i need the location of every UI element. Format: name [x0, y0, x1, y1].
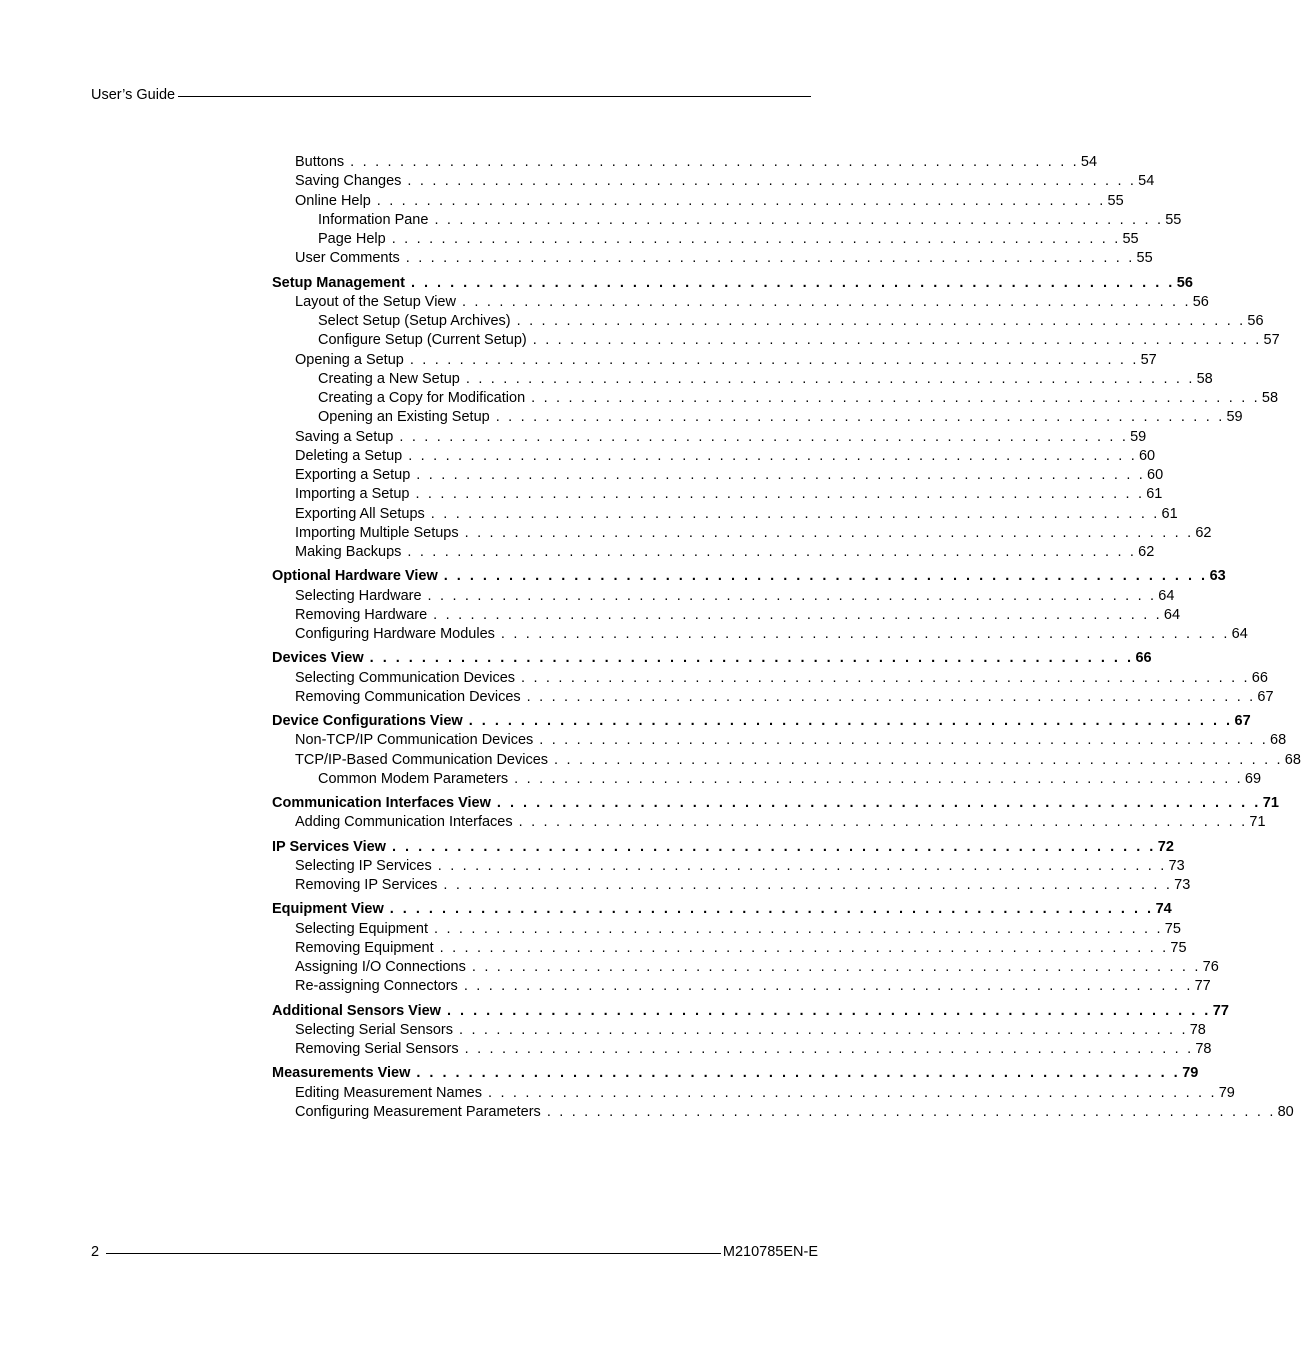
toc-entry-page: 75 — [1170, 939, 1187, 956]
footer-doc-code: M210785EN-E — [722, 1244, 818, 1260]
toc-entry-title: Exporting All Setups — [295, 505, 425, 522]
toc-entry-title: Saving a Setup — [295, 428, 394, 445]
toc-entry[interactable] — [272, 731, 1287, 750]
footer-page-number: 2 — [91, 1244, 100, 1260]
toc-chapter-entry[interactable] — [272, 712, 1251, 731]
header-rule — [178, 96, 811, 97]
toc-dot-leader: . . . . . . . . . . . . . . . . . . . . . . . . . . . . . . . . . . . . . . . . . . . . . . . . . . . . . . . . . . . — [546, 1103, 1276, 1120]
toc-entry-title: Layout of the Setup View — [295, 293, 456, 310]
toc-entry[interactable] — [272, 172, 1155, 191]
toc-entry-page: 73 — [1168, 857, 1185, 874]
toc-section — [272, 838, 1191, 896]
toc-entry[interactable] — [272, 543, 1155, 562]
toc-dot-leader: . . . . . . . . . . . . . . . . . . . . . . . . . . . . . . . . . . . . . . . . . . . . . . . . . . . . . . . . . . . — [415, 486, 1145, 503]
toc-entry[interactable] — [272, 312, 1264, 331]
toc-dot-leader: . . . . . . . . . . . . . . . . . . . . . . . . . . . . . . . . . . . . . . . . . . . . . . . . . . . . . . . . . . . — [405, 250, 1135, 267]
toc-entry-page: 67 — [1234, 713, 1251, 729]
toc-entry-page: 75 — [1164, 920, 1181, 937]
toc-entry-title: Device Configurations View — [272, 713, 463, 729]
toc-entry-title: Selecting Communication Devices — [295, 669, 516, 686]
toc-chapter-entry[interactable] — [272, 649, 1152, 668]
toc-entry-title: Communication Interfaces View — [272, 795, 491, 811]
toc-entry[interactable] — [272, 1040, 1212, 1059]
toc-entry-title: Configuring Hardware Modules — [295, 626, 495, 642]
toc-entry-page: 61 — [1161, 505, 1178, 522]
toc-entry[interactable] — [272, 977, 1211, 996]
toc-entry-page: 55 — [1107, 192, 1124, 209]
toc-entry[interactable] — [272, 485, 1163, 504]
table-of-contents — [272, 153, 1301, 1127]
toc-entry-title: Selecting Equipment — [295, 920, 428, 937]
toc-dot-leader: . . . . . . . . . . . . . . . . . . . . . . . . . . . . . . . . . . . . . . . . . . . . . . . . . . . . . . . . . . . — [518, 814, 1248, 831]
toc-entry-title: Removing Serial Sensors — [295, 1041, 459, 1057]
toc-entry-title: Importing a Setup — [295, 486, 410, 503]
toc-entry[interactable] — [272, 625, 1248, 644]
toc-dot-leader: . . . . . . . . . . . . . . . . . . . . . . . . . . . . . . . . . . . . . . . . . . . . . . . . . . . . . . . . . . . — [407, 544, 1137, 560]
toc-entry-page: 54 — [1080, 154, 1098, 170]
header-title: User’s Guide — [91, 87, 176, 103]
toc-entry-title: User Comments — [295, 250, 400, 267]
toc-entry-page: 57 — [1263, 332, 1280, 349]
toc-entry-title: Removing Equipment — [295, 939, 434, 956]
toc-entry[interactable] — [272, 408, 1243, 427]
toc-entry-page: 68 — [1284, 751, 1301, 768]
toc-entry[interactable] — [272, 428, 1147, 447]
toc-section — [272, 153, 1182, 269]
toc-entry[interactable] — [272, 466, 1164, 485]
toc-dot-leader: . . . . . . . . . . . . . . . . . . . . . . . . . . . . . . . . . . . . . . . . . . . . . . . . . . . . . . . . . . . — [399, 428, 1129, 445]
toc-entry-title: Saving Changes — [295, 173, 402, 190]
toc-entry-page: 72 — [1157, 838, 1174, 855]
toc-chapter-entry[interactable] — [272, 1064, 1199, 1083]
toc-dot-leader: . . . . . . . . . . . . . . . . . . . . . . . . . . . . . . . . . . . . . . . . . . . . . . . . . . . . . . . . . . . — [391, 231, 1121, 247]
toc-entry[interactable] — [272, 770, 1262, 789]
toc-dot-leader: . . . . . . . . . . . . . . . . . . . . . . . . . . . . . . . . . . . . . . . . . . . . . . . . . . . . . . . . . . . — [531, 390, 1260, 406]
toc-dot-leader: . . . . . . . . . . . . . . . . . . . . . . . . . . . . . . . . . . . . . . . . . . . . . . . . . . . . . . . . . . . — [376, 192, 1106, 209]
toc-entry-title: Configuring Measurement Parameters — [295, 1103, 541, 1120]
toc-chapter-entry[interactable] — [272, 1002, 1229, 1021]
toc-entry[interactable] — [272, 920, 1181, 939]
toc-dot-leader: . . . . . . . . . . . . . . . . . . . . . . . . . . . . . . . . . . . . . . . . . . . . . . . . . . . . . . . . . . . — [496, 795, 1261, 811]
toc-dot-leader: . . . . . . . . . . . . . . . . . . . . . . . . . . . . . . . . . . . . . . . . . . . . . . . . . . . . . . . . . . . — [516, 313, 1246, 329]
toc-entry-title: Non-TCP/IP Communication Devices — [295, 732, 534, 749]
toc-entry-title: Online Help — [295, 192, 371, 209]
toc-entry-page: 71 — [1249, 814, 1266, 831]
toc-entry[interactable] — [272, 351, 1157, 370]
toc-entry[interactable] — [272, 230, 1139, 249]
toc-entry[interactable] — [272, 587, 1175, 606]
toc-entry-title: Making Backups — [295, 544, 402, 560]
toc-entry[interactable] — [272, 524, 1212, 543]
toc-dot-leader: . . . . . . . . . . . . . . . . . . . . . . . . . . . . . . . . . . . . . . . . . . . . . . . . . . . . . . . . . . . — [465, 370, 1195, 387]
toc-entry-page: 55 — [1136, 250, 1153, 267]
toc-dot-leader: . . . . . . . . . . . . . . . . . . . . . . . . . . . . . . . . . . . . . . . . . . . . . . . . . . . . . . . . . . . — [471, 959, 1201, 975]
toc-entry-page: 80 — [1277, 1103, 1294, 1120]
toc-entry-title: Selecting IP Services — [295, 857, 432, 874]
toc-entry-page: 55 — [1165, 211, 1182, 228]
toc-entry-page: 55 — [1122, 231, 1139, 247]
toc-entry-page: 73 — [1174, 877, 1191, 893]
toc-dot-leader: . . . . . . . . . . . . . . . . . . . . . . . . . . . . . . . . . . . . . . . . . . . . . . . . . . . . . . . . . . . — [464, 1041, 1194, 1057]
toc-entry-title: Removing Communication Devices — [295, 688, 521, 705]
toc-entry-title: Select Setup (Setup Archives) — [318, 313, 511, 329]
page-header — [91, 87, 811, 103]
toc-dot-leader: . . . . . . . . . . . . . . . . . . . . . . . . . . . . . . . . . . . . . . . . . . . . . . . . . . . . . . . . . . . — [446, 1002, 1211, 1019]
toc-entry[interactable] — [272, 1103, 1294, 1122]
toc-entry[interactable] — [272, 876, 1191, 895]
toc-entry-page: 64 — [1163, 606, 1181, 623]
toc-entry-page: 74 — [1155, 901, 1172, 918]
toc-dot-leader: . . . . . . . . . . . . . . . . . . . . . . . . . . . . . . . . . . . . . . . . . . . . . . . . . . . . . . . . . . . — [514, 770, 1243, 787]
toc-entry[interactable] — [272, 389, 1279, 408]
toc-entry-page: 78 — [1189, 1021, 1206, 1038]
toc-entry-title: Assigning I/O Connections — [295, 959, 466, 975]
toc-chapter-entry[interactable] — [272, 838, 1174, 857]
toc-dot-leader: . . . . . . . . . . . . . . . . . . . . . . . . . . . . . . . . . . . . . . . . . . . . . . . . . . . . . . . . . . . — [526, 688, 1256, 705]
toc-entry-page: 67 — [1257, 688, 1274, 705]
toc-dot-leader: . . . . . . . . . . . . . . . . . . . . . . . . . . . . . . . . . . . . . . . . . . . . . . . . . . . . . . . . . . . — [463, 978, 1193, 995]
toc-entry-title: Deleting a Setup — [295, 447, 403, 464]
toc-entry[interactable] — [272, 447, 1156, 466]
toc-entry[interactable] — [272, 669, 1268, 688]
toc-entry-title: Editing Measurement Names — [295, 1084, 482, 1101]
toc-entry-page: 57 — [1140, 351, 1157, 368]
toc-entry[interactable] — [272, 331, 1280, 350]
toc-entry[interactable] — [272, 857, 1185, 876]
toc-dot-leader: . . . . . . . . . . . . . . . . . . . . . . . . . . . . . . . . . . . . . . . . . . . . . . . . . . . . . . . . . . . — [369, 650, 1134, 667]
toc-dot-leader: . . . . . . . . . . . . . . . . . . . . . . . . . . . . . . . . . . . . . . . . . . . . . . . . . . . . . . . . . . . — [409, 351, 1139, 368]
toc-entry[interactable] — [272, 505, 1178, 524]
toc-entry[interactable] — [272, 153, 1098, 172]
toc-dot-leader: . . . . . . . . . . . . . . . . . . . . . . . . . . . . . . . . . . . . . . . . . . . . . . . . . . . . . . . . . . . — [407, 173, 1137, 190]
toc-dot-leader: . . . . . . . . . . . . . . . . . . . . . . . . . . . . . . . . . . . . . . . . . . . . . . . . . . . . . . . . . . . — [443, 877, 1173, 893]
toc-dot-leader: . . . . . . . . . . . . . . . . . . . . . . . . . . . . . . . . . . . . . . . . . . . . . . . . . . . . . . . . . . . — [532, 332, 1262, 349]
toc-entry-page: 59 — [1226, 409, 1243, 426]
toc-entry[interactable] — [272, 1084, 1235, 1103]
toc-entry-title: Opening a Setup — [295, 351, 404, 368]
toc-entry-title: Optional Hardware View — [272, 568, 438, 585]
toc-entry[interactable] — [272, 813, 1266, 832]
toc-section — [272, 1064, 1294, 1122]
toc-dot-leader: . . . . . . . . . . . . . . . . . . . . . . . . . . . . . . . . . . . . . . . . . . . . . . . . . . . . . . . . . . . — [427, 587, 1157, 604]
toc-entry-page: 77 — [1194, 978, 1211, 995]
toc-entry-title: Common Modem Parameters — [318, 770, 509, 787]
toc-entry-title: Selecting Hardware — [295, 587, 422, 604]
toc-entry-title: Removing Hardware — [295, 606, 428, 623]
toc-entry-page: 64 — [1231, 626, 1248, 642]
toc-section — [272, 794, 1279, 833]
toc-entry-page: 59 — [1130, 428, 1147, 445]
toc-entry-page: 63 — [1209, 568, 1226, 585]
toc-entry-page: 58 — [1196, 370, 1213, 387]
toc-entry-page: 54 — [1138, 173, 1155, 190]
toc-section — [272, 649, 1274, 707]
toc-dot-leader: . . . . . . . . . . . . . . . . . . . . . . . . . . . . . . . . . . . . . . . . . . . . . . . . . . . . . . . . . . . — [391, 838, 1156, 855]
toc-entry-title: Page Help — [318, 231, 386, 247]
toc-entry-title: Additional Sensors View — [272, 1002, 441, 1019]
toc-dot-leader: . . . . . . . . . . . . . . . . . . . . . . . . . . . . . . . . . . . . . . . . . . . . . . . . . . . . . . . . . . . — [495, 409, 1225, 426]
toc-entry-title: IP Services View — [272, 838, 386, 855]
toc-entry-page: 58 — [1261, 390, 1279, 406]
toc-dot-leader: . . . . . . . . . . . . . . . . . . . . . . . . . . . . . . . . . . . . . . . . . . . . . . . . . . . . . . . . . . . — [350, 154, 1079, 170]
toc-entry-title: Importing Multiple Setups — [295, 524, 459, 541]
toc-dot-leader: . . . . . . . . . . . . . . . . . . . . . . . . . . . . . . . . . . . . . . . . . . . . . . . . . . . . . . . . . . . — [433, 606, 1162, 623]
toc-entry-page: 62 — [1195, 524, 1212, 541]
toc-dot-leader: . . . . . . . . . . . . . . . . . . . . . . . . . . . . . . . . . . . . . . . . . . . . . . . . . . . . . . . . . . . — [458, 1021, 1188, 1038]
toc-dot-leader: . . . . . . . . . . . . . . . . . . . . . . . . . . . . . . . . . . . . . . . . . . . . . . . . . . . . . . . . . . . — [389, 901, 1154, 918]
toc-entry[interactable] — [272, 606, 1181, 625]
toc-entry-page: 56 — [1176, 274, 1193, 291]
toc-entry-title: Information Pane — [318, 211, 429, 228]
toc-entry-title: Measurements View — [272, 1065, 411, 1082]
toc-entry-page: 79 — [1182, 1065, 1199, 1082]
toc-dot-leader: . . . . . . . . . . . . . . . . . . . . . . . . . . . . . . . . . . . . . . . . . . . . . . . . . . . . . . . . . . . — [416, 467, 1146, 483]
toc-entry-title: Re-assigning Connectors — [295, 978, 458, 995]
toc-entry[interactable] — [272, 293, 1209, 312]
toc-entry-title: Creating a New Setup — [318, 370, 460, 387]
toc-dot-leader: . . . . . . . . . . . . . . . . . . . . . . . . . . . . . . . . . . . . . . . . . . . . . . . . . . . . . . . . . . . — [434, 920, 1163, 937]
toc-dot-leader: . . . . . . . . . . . . . . . . . . . . . . . . . . . . . . . . . . . . . . . . . . . . . . . . . . . . . . . . . . . — [554, 751, 1283, 768]
toc-dot-leader: . . . . . . . . . . . . . . . . . . . . . . . . . . . . . . . . . . . . . . . . . . . . . . . . . . . . . . . . . . . — [439, 939, 1169, 956]
toc-entry-title: Configure Setup (Current Setup) — [318, 332, 527, 349]
toc-section — [272, 712, 1301, 789]
toc-entry-page: 71 — [1262, 795, 1279, 811]
toc-entry-title: Selecting Serial Sensors — [295, 1021, 453, 1038]
toc-entry[interactable] — [272, 751, 1301, 770]
toc-section — [272, 900, 1219, 996]
toc-dot-leader: . . . . . . . . . . . . . . . . . . . . . . . . . . . . . . . . . . . . . . . . . . . . . . . . . . . . . . . . . . . — [408, 447, 1137, 464]
toc-entry-title: Devices View — [272, 650, 364, 667]
toc-dot-leader: . . . . . . . . . . . . . . . . . . . . . . . . . . . . . . . . . . . . . . . . . . . . . . . . . . . . . . . . . . . — [539, 732, 1269, 749]
toc-entry-page: 76 — [1202, 959, 1219, 975]
toc-dot-leader: . . . . . . . . . . . . . . . . . . . . . . . . . . . . . . . . . . . . . . . . . . . . . . . . . . . . . . . . . . . — [437, 857, 1167, 874]
toc-entry-page: 68 — [1270, 732, 1287, 749]
toc-entry-page: 60 — [1138, 447, 1156, 464]
toc-entry[interactable] — [272, 688, 1274, 707]
toc-chapter-entry[interactable] — [272, 900, 1172, 919]
toc-entry-page: 56 — [1247, 313, 1264, 329]
toc-entry-title: Exporting a Setup — [295, 467, 411, 483]
toc-entry-page: 78 — [1195, 1041, 1212, 1057]
toc-entry-page: 56 — [1192, 293, 1209, 310]
toc-entry-page: 60 — [1147, 467, 1164, 483]
toc-entry-page: 64 — [1158, 587, 1175, 604]
toc-entry[interactable] — [272, 1021, 1206, 1040]
toc-chapter-entry[interactable] — [272, 567, 1226, 586]
toc-entry-title: Buttons — [295, 154, 345, 170]
toc-entry-page: 61 — [1146, 486, 1163, 503]
toc-entry-title: Opening an Existing Setup — [318, 409, 490, 426]
toc-entry-title: TCP/IP-Based Communication Devices — [295, 751, 549, 768]
toc-entry-title: Adding Communication Interfaces — [295, 814, 513, 831]
toc-entry[interactable] — [272, 958, 1219, 977]
toc-dot-leader: . . . . . . . . . . . . . . . . . . . . . . . . . . . . . . . . . . . . . . . . . . . . . . . . . . . . . . . . . . . — [430, 505, 1160, 522]
toc-dot-leader: . . . . . . . . . . . . . . . . . . . . . . . . . . . . . . . . . . . . . . . . . . . . . . . . . . . . . . . . . . . — [487, 1084, 1217, 1101]
toc-entry-page: 79 — [1218, 1084, 1235, 1101]
toc-entry-title: Removing IP Services — [295, 877, 438, 893]
toc-entry-page: 66 — [1135, 650, 1152, 667]
toc-dot-leader: . . . . . . . . . . . . . . . . . . . . . . . . . . . . . . . . . . . . . . . . . . . . . . . . . . . . . . . . . . . — [468, 713, 1233, 729]
toc-entry-title: Creating a Copy for Modification — [318, 390, 526, 406]
toc-dot-leader: . . . . . . . . . . . . . . . . . . . . . . . . . . . . . . . . . . . . . . . . . . . . . . . . . . . . . . . . . . . — [443, 568, 1208, 585]
toc-dot-leader: . . . . . . . . . . . . . . . . . . . . . . . . . . . . . . . . . . . . . . . . . . . . . . . . . . . . . . . . . . . — [461, 293, 1191, 310]
toc-chapter-entry[interactable] — [272, 274, 1193, 293]
toc-entry-title: Setup Management — [272, 274, 405, 291]
toc-entry[interactable] — [272, 192, 1124, 211]
toc-entry-page: 62 — [1138, 544, 1155, 560]
toc-entry-title: Equipment View — [272, 901, 384, 918]
toc-chapter-entry[interactable] — [272, 794, 1279, 813]
toc-section — [272, 1002, 1229, 1060]
toc-entry[interactable] — [272, 211, 1182, 230]
toc-entry-page: 66 — [1251, 669, 1268, 686]
toc-entry-page: 77 — [1212, 1002, 1229, 1019]
toc-dot-leader: . . . . . . . . . . . . . . . . . . . . . . . . . . . . . . . . . . . . . . . . . . . . . . . . . . . . . . . . . . . — [500, 626, 1230, 642]
toc-entry[interactable] — [272, 249, 1153, 268]
toc-dot-leader: . . . . . . . . . . . . . . . . . . . . . . . . . . . . . . . . . . . . . . . . . . . . . . . . . . . . . . . . . . . — [434, 211, 1164, 228]
toc-dot-leader: . . . . . . . . . . . . . . . . . . . . . . . . . . . . . . . . . . . . . . . . . . . . . . . . . . . . . . . . . . . — [521, 669, 1250, 686]
footer-rule — [106, 1253, 721, 1254]
toc-dot-leader: . . . . . . . . . . . . . . . . . . . . . . . . . . . . . . . . . . . . . . . . . . . . . . . . . . . . . . . . . . . — [464, 524, 1194, 541]
toc-dot-leader: . . . . . . . . . . . . . . . . . . . . . . . . . . . . . . . . . . . . . . . . . . . . . . . . . . . . . . . . . . . — [416, 1065, 1181, 1082]
toc-section — [272, 567, 1248, 644]
toc-section — [272, 274, 1280, 563]
toc-dot-leader: . . . . . . . . . . . . . . . . . . . . . . . . . . . . . . . . . . . . . . . . . . . . . . . . . . . . . . . . . . . — [410, 274, 1175, 291]
toc-entry[interactable] — [272, 370, 1213, 389]
page-footer — [91, 1244, 818, 1260]
toc-entry[interactable] — [272, 939, 1187, 958]
toc-entry-page: 69 — [1244, 770, 1262, 787]
